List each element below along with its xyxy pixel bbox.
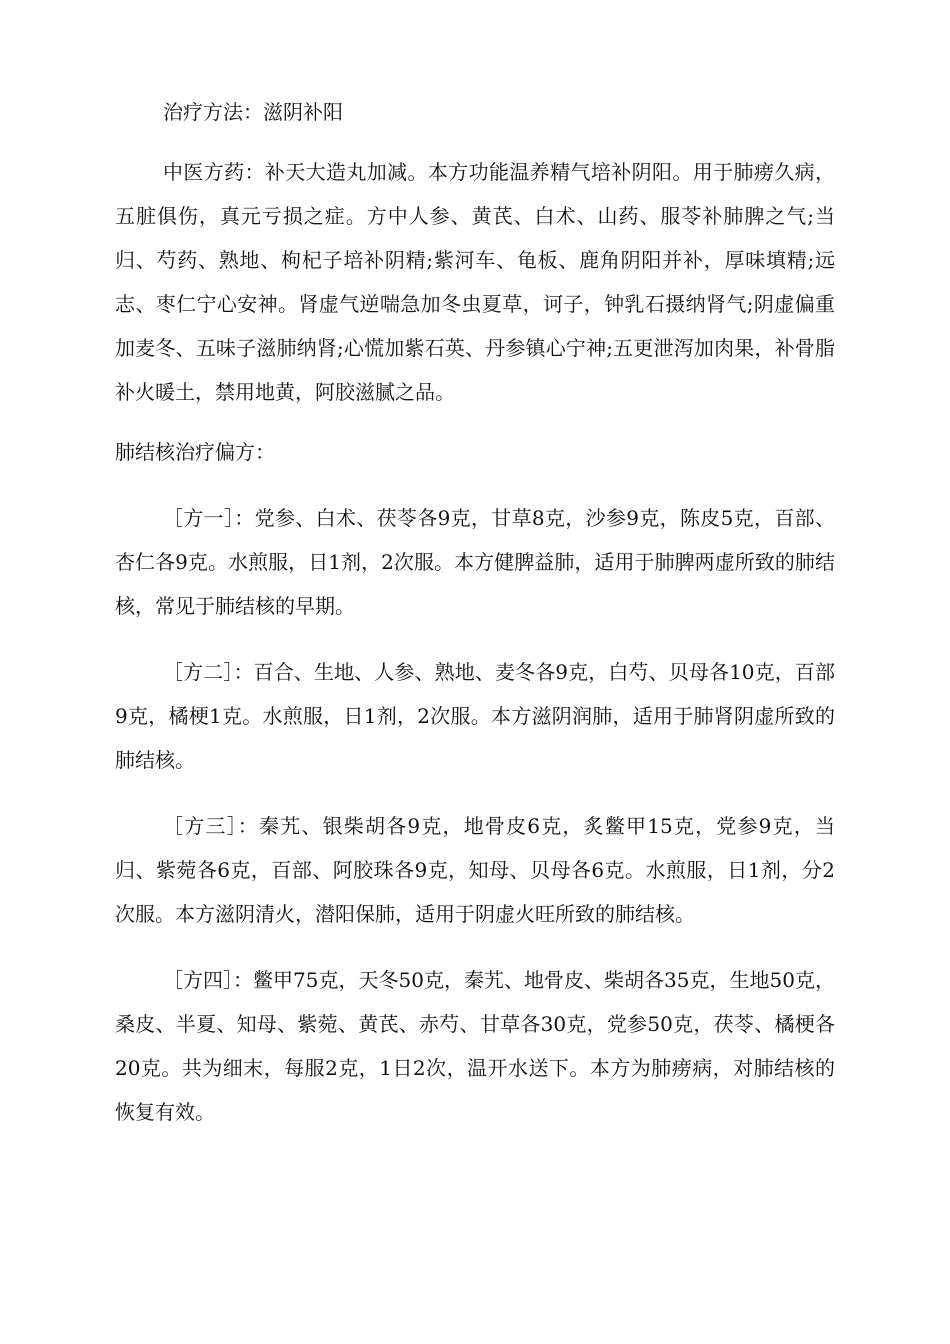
remedy-1-paragraph: ［方一］：党参、白术、茯苓各9克，甘草8克，沙参9克，陈皮5克，百部、杏仁各9克。水煎服，日1剂，2次服。本方健脾益肺，适用于肺脾两虚所致的肺结核，常见于肺结核的早期。 xyxy=(115,506,835,618)
remedy-2-paragraph: ［方二］：百合、生地、人参、熟地、麦冬各9克，白芍、贝母各10克，百部9克，橘梗1克。水煎服，日1剂，2次服。本方滋阴润肺，适用于肺肾阴虚所致的肺结核。 xyxy=(115,660,835,772)
remedy-4-paragraph: ［方四］：鳖甲75克，天冬50克，秦艽、地骨皮、柴胡各35克，生地50克，桑皮、半夏、知母、紫菀、黄芪、赤芍、甘草各30克，党参50克，茯苓、橘梗各20克。共为细末，每服2克，1日2次，温开水送下。本方为肺痨病，对肺结核的恢复有效。 xyxy=(115,968,835,1124)
remedies-heading: 肺结核治疗偏方： xyxy=(115,440,275,464)
tcm-prescription-paragraph: 中医方药：补天大造丸加减。本方功能温养精气培补阴阳。用于肺痨久病，五脏俱伤，真元亏损之症。方中人参、黄芪、白术、山药、服苓补肺脾之气;当归、芍药、熟地、枸杞子培补阴精;紫河车、龟板、鹿角阴阳并补，厚味填精;远志、枣仁宁心安神。肾虚气逆喘急加冬虫夏草，诃子，钟乳石摄纳肾气;阴虚偏重加麦冬、五味子滋肺纳肾;心慌加紫石英、丹参镇心宁神;五更泄泻加肉果，补骨脂补火暖土，禁用地黄，阿胶滋腻之品。 xyxy=(115,160,835,404)
treatment-method-paragraph: 治疗方法：滋阴补阳 xyxy=(163,100,343,124)
document-page xyxy=(115,90,835,1134)
remedy-3-paragraph: ［方三］：秦艽、银柴胡各9克，地骨皮6克，炙鳖甲15克，党参9克，当归、紫菀各6克，百部、阿胶珠各9克，知母、贝母各6克。水煎服，日1剂，分2次服。本方滋阴清火，潜阳保肺，适用于阴虚火旺所致的肺结核。 xyxy=(115,814,835,926)
